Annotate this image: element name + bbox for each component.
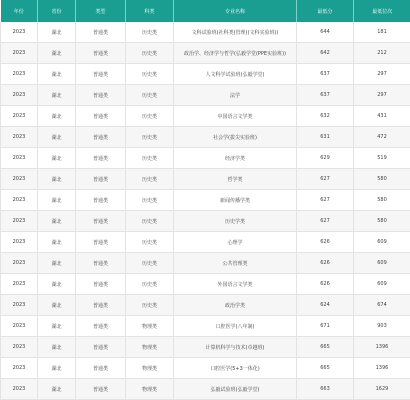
cell-province: 湖北 (38, 211, 76, 232)
cell-min-score: 627 (297, 190, 354, 211)
cell-province: 湖北 (38, 169, 76, 190)
cell-type: 普通类 (76, 106, 126, 127)
cell-province: 湖北 (38, 379, 76, 400)
cell-major: 政治学类 (174, 295, 297, 316)
cell-min-rank: 580 (354, 211, 410, 232)
cell-min-rank: 674 (354, 295, 410, 316)
cell-major: 弘毅试验班(弘毅学堂) (174, 379, 297, 400)
cell-province: 湖北 (38, 253, 76, 274)
cell-min-rank: 609 (354, 232, 410, 253)
cell-min-score: 644 (297, 22, 354, 43)
cell-min-score: 626 (297, 253, 354, 274)
cell-min-rank: 609 (354, 253, 410, 274)
cell-year: 2023 (1, 148, 38, 169)
cell-subject: 历史类 (126, 295, 174, 316)
table-row (1, 148, 410, 169)
cell-min-score: 626 (297, 232, 354, 253)
cell-province: 湖北 (38, 106, 76, 127)
cell-major: 法学 (174, 85, 297, 106)
cell-min-score: 627 (297, 169, 354, 190)
cell-min-rank: 580 (354, 169, 410, 190)
cell-province: 湖北 (38, 295, 76, 316)
cell-subject: 历史类 (126, 253, 174, 274)
cell-subject: 历史类 (126, 22, 174, 43)
cell-province: 湖北 (38, 316, 76, 337)
cell-type: 普通类 (76, 379, 126, 400)
table-row (1, 127, 410, 148)
cell-major: 文科试验班(社科类(管理)(文科实验班)) (174, 22, 297, 43)
table-body (1, 22, 410, 400)
cell-min-rank: 903 (354, 316, 410, 337)
cell-subject: 历史类 (126, 127, 174, 148)
cell-year: 2023 (1, 127, 38, 148)
table-row (1, 211, 410, 232)
table-row (1, 253, 410, 274)
cell-year: 2023 (1, 295, 38, 316)
cell-major: 公共管理类 (174, 253, 297, 274)
table-row (1, 43, 410, 64)
cell-major: 中国语言文学类 (174, 106, 297, 127)
cell-year: 2023 (1, 211, 38, 232)
cell-major: 历史学类 (174, 211, 297, 232)
cell-subject: 历史类 (126, 190, 174, 211)
cell-subject: 历史类 (126, 85, 174, 106)
cell-province: 湖北 (38, 127, 76, 148)
cell-min-score: 642 (297, 43, 354, 64)
cell-major: 口腔医学(八年制) (174, 316, 297, 337)
table-row (1, 106, 410, 127)
cell-subject: 物理类 (126, 316, 174, 337)
cell-min-score: 637 (297, 85, 354, 106)
cell-subject: 历史类 (126, 274, 174, 295)
cell-min-score: 663 (297, 379, 354, 400)
table-row (1, 190, 410, 211)
cell-province: 湖北 (38, 43, 76, 64)
cell-min-rank: 297 (354, 64, 410, 85)
cell-min-rank: 609 (354, 274, 410, 295)
table-header-row (1, 0, 410, 22)
cell-subject: 历史类 (126, 169, 174, 190)
cell-type: 普通类 (76, 316, 126, 337)
cell-min-score: 627 (297, 211, 354, 232)
cell-min-rank: 1629 (354, 379, 410, 400)
table-row (1, 358, 410, 379)
cell-year: 2023 (1, 169, 38, 190)
cell-province: 湖北 (38, 148, 76, 169)
cell-subject: 物理类 (126, 379, 174, 400)
table-row (1, 295, 410, 316)
cell-year: 2023 (1, 22, 38, 43)
header-subject[interactable]: 科类 (126, 0, 174, 22)
table-row (1, 22, 410, 43)
cell-min-rank: 181 (354, 22, 410, 43)
cell-province: 湖北 (38, 274, 76, 295)
cell-type: 普通类 (76, 190, 126, 211)
cell-type: 普通类 (76, 232, 126, 253)
cell-year: 2023 (1, 379, 38, 400)
cell-min-score: 632 (297, 106, 354, 127)
cell-subject: 历史类 (126, 43, 174, 64)
cell-major: 计算机科学与技术(卓越班) (174, 337, 297, 358)
cell-province: 湖北 (38, 64, 76, 85)
cell-min-score: 624 (297, 295, 354, 316)
cell-type: 普通类 (76, 127, 126, 148)
cell-min-score: 665 (297, 358, 354, 379)
cell-subject: 历史类 (126, 232, 174, 253)
table-row (1, 169, 410, 190)
cell-type: 普通类 (76, 211, 126, 232)
cell-type: 普通类 (76, 253, 126, 274)
header-year[interactable]: 年份 (1, 0, 38, 22)
cell-subject: 历史类 (126, 64, 174, 85)
cell-major: 口腔医学(5+3一体化) (174, 358, 297, 379)
header-type[interactable]: 类型 (76, 0, 126, 22)
cell-subject: 物理类 (126, 337, 174, 358)
header-min-score[interactable]: 最低分 (297, 0, 354, 22)
cell-year: 2023 (1, 253, 38, 274)
cell-subject: 历史类 (126, 148, 174, 169)
cell-min-rank: 472 (354, 127, 410, 148)
cell-year: 2023 (1, 64, 38, 85)
header-major[interactable]: 专业名称 (174, 0, 297, 22)
header-province[interactable]: 省份 (38, 0, 76, 22)
cell-type: 普通类 (76, 358, 126, 379)
table-row (1, 274, 410, 295)
cell-year: 2023 (1, 316, 38, 337)
cell-major: 哲学类 (174, 169, 297, 190)
table-row (1, 337, 410, 358)
cell-type: 普通类 (76, 274, 126, 295)
cell-min-rank: 1396 (354, 358, 410, 379)
cell-major: 人文科学试验班(弘毅学堂) (174, 64, 297, 85)
cell-major: 外国语言文学类 (174, 274, 297, 295)
cell-province: 湖北 (38, 190, 76, 211)
cell-province: 湖北 (38, 358, 76, 379)
cell-type: 普通类 (76, 64, 126, 85)
cell-min-rank: 297 (354, 85, 410, 106)
cell-subject: 物理类 (126, 358, 174, 379)
table-row (1, 316, 410, 337)
cell-year: 2023 (1, 358, 38, 379)
cell-year: 2023 (1, 337, 38, 358)
cell-major: 政治学、经济学与哲学(弘毅学堂(PPE实验班)) (174, 43, 297, 64)
cell-min-rank: 212 (354, 43, 410, 64)
cell-subject: 历史类 (126, 106, 174, 127)
cell-major: 心理学 (174, 232, 297, 253)
cell-min-score: 665 (297, 337, 354, 358)
cell-min-score: 631 (297, 127, 354, 148)
cell-min-rank: 1396 (354, 337, 410, 358)
cell-major: 新闻传播学类 (174, 190, 297, 211)
cell-province: 湖北 (38, 232, 76, 253)
cell-major: 经济学类 (174, 148, 297, 169)
table-row (1, 379, 410, 400)
cell-year: 2023 (1, 190, 38, 211)
cell-province: 湖北 (38, 337, 76, 358)
cell-min-rank: 431 (354, 106, 410, 127)
table-row (1, 232, 410, 253)
cell-min-score: 637 (297, 64, 354, 85)
table-row (1, 85, 410, 106)
cell-province: 湖北 (38, 22, 76, 43)
cell-type: 普通类 (76, 295, 126, 316)
cell-year: 2023 (1, 85, 38, 106)
cell-subject: 历史类 (126, 211, 174, 232)
table-row (1, 64, 410, 85)
cell-type: 普通类 (76, 43, 126, 64)
cell-province: 湖北 (38, 85, 76, 106)
cell-year: 2023 (1, 43, 38, 64)
cell-min-rank: 519 (354, 148, 410, 169)
cell-type: 普通类 (76, 85, 126, 106)
header-min-rank[interactable]: 最低位次 (354, 0, 410, 22)
cell-major: 社会学(拔尖实验班) (174, 127, 297, 148)
cell-type: 普通类 (76, 169, 126, 190)
cell-min-score: 671 (297, 316, 354, 337)
cell-year: 2023 (1, 274, 38, 295)
cell-min-score: 629 (297, 148, 354, 169)
cell-year: 2023 (1, 106, 38, 127)
cell-type: 普通类 (76, 337, 126, 358)
cell-min-rank: 580 (354, 190, 410, 211)
cell-type: 普通类 (76, 22, 126, 43)
cell-type: 普通类 (76, 148, 126, 169)
cell-min-score: 626 (297, 274, 354, 295)
cell-year: 2023 (1, 232, 38, 253)
